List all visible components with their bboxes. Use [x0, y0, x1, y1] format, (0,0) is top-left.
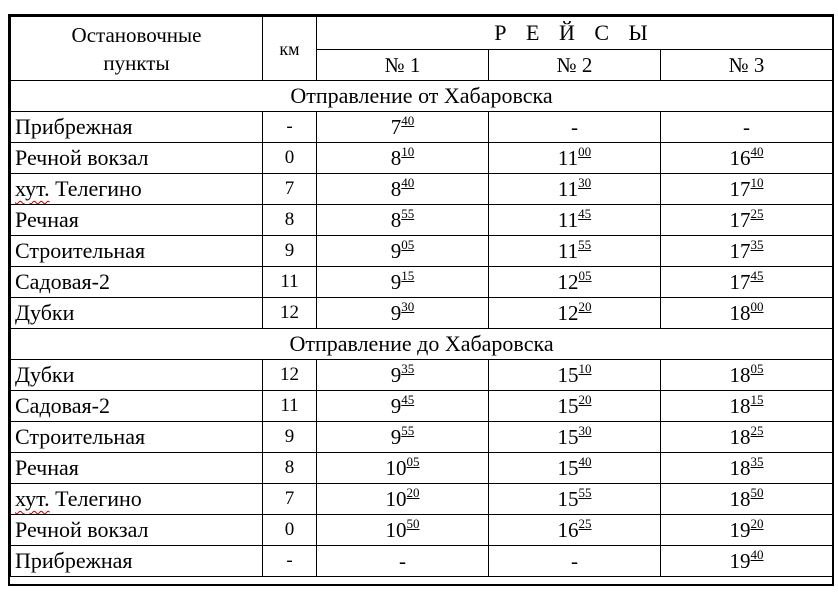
stop-name: [11, 360, 263, 391]
trip-2-time: [489, 422, 661, 453]
trip-3-time: [661, 143, 833, 174]
stop-label: Телегино: [49, 176, 142, 201]
time-hours: 18: [729, 363, 751, 387]
stop-label: Речная: [15, 207, 79, 232]
time-hours: -: [571, 549, 578, 573]
time-minutes: 40: [578, 454, 592, 469]
time-minutes: 20: [578, 392, 592, 407]
trip-2-time: [489, 143, 661, 174]
schedule-body: [11, 17, 833, 577]
time-hours: 17: [729, 270, 751, 294]
time-hours: 15: [557, 487, 579, 511]
km-value: 9: [263, 236, 317, 267]
table-row: [11, 267, 833, 298]
time-minutes: 55: [578, 485, 592, 500]
time-minutes: 35: [750, 454, 764, 469]
time-hours: 17: [729, 177, 751, 201]
table-row: [11, 546, 833, 577]
trip-2-time: [489, 236, 661, 267]
time-minutes: 15: [401, 268, 415, 283]
trip-2-time: [489, 515, 661, 546]
time-minutes: 30: [578, 423, 592, 438]
time-minutes: 05: [578, 268, 592, 283]
stop-label: Садовая-2: [15, 269, 110, 294]
time-minutes: 00: [578, 144, 592, 159]
trip-2-time: [489, 484, 661, 515]
time-minutes: 25: [750, 423, 764, 438]
km-value: 8: [263, 205, 317, 236]
time-hours: 15: [557, 394, 579, 418]
stop-name: [11, 515, 263, 546]
time-hours: 10: [385, 487, 407, 511]
time-hours: -: [399, 549, 406, 573]
time-hours: 10: [385, 518, 407, 542]
km-value: -: [263, 546, 317, 577]
stop-name: [11, 391, 263, 422]
time-minutes: 10: [750, 175, 764, 190]
trip-2-time: [489, 360, 661, 391]
table-row: [11, 143, 833, 174]
time-minutes: 35: [401, 361, 415, 376]
trip-3-time: [661, 453, 833, 484]
time-hours: 11: [557, 146, 579, 170]
stop-prefix: хут.: [15, 486, 50, 511]
trip-3-time: [661, 360, 833, 391]
stop-label: Дубки: [15, 362, 75, 387]
time-hours: -: [571, 115, 578, 139]
km-value: 7: [263, 484, 317, 515]
trip-2-time: [489, 453, 661, 484]
section-row: [11, 329, 833, 360]
trip-1-time: [317, 112, 489, 143]
km-value: 12: [263, 360, 317, 391]
trip-3-time: [661, 298, 833, 329]
table-row: [11, 422, 833, 453]
trip-1-time: [317, 484, 489, 515]
time-minutes: 35: [750, 237, 764, 252]
schedule-table: [10, 16, 833, 577]
table-row: [11, 453, 833, 484]
time-minutes: 40: [401, 175, 415, 190]
trip-3-time: [661, 174, 833, 205]
km-value: -: [263, 112, 317, 143]
trip-3-time: [661, 236, 833, 267]
km-value: 9: [263, 422, 317, 453]
trip-1-time: [317, 360, 489, 391]
stop-label: Речная: [15, 455, 79, 480]
stop-name: [11, 174, 263, 205]
trip-3-time: [661, 205, 833, 236]
time-hours: 16: [557, 518, 579, 542]
trip-1-time: [317, 174, 489, 205]
trip-3-header: № 3: [661, 50, 833, 81]
stops-header-line1: Остановочные: [71, 22, 202, 47]
table-row: [11, 515, 833, 546]
time-minutes: 30: [578, 175, 592, 190]
trip-3-time: [661, 515, 833, 546]
time-hours: 9: [390, 363, 402, 387]
stop-name: [11, 236, 263, 267]
time-hours: -: [743, 115, 751, 139]
trip-3-time: [661, 484, 833, 515]
trip-1-time: [317, 515, 489, 546]
time-hours: 10: [385, 456, 407, 480]
stop-name: [11, 205, 263, 236]
trip-2-time: [489, 112, 661, 143]
time-hours: 7: [390, 115, 402, 139]
time-minutes: 20: [578, 299, 592, 314]
trip-3-time: [661, 422, 833, 453]
trips-header: Р Е Й С Ы: [317, 17, 833, 50]
km-value: 12: [263, 298, 317, 329]
stop-label: Строительная: [15, 424, 146, 449]
time-minutes: 05: [401, 237, 415, 252]
trip-1-time: [317, 298, 489, 329]
trip-3-time: [661, 391, 833, 422]
time-hours: 11: [557, 239, 579, 263]
trip-2-time: [489, 391, 661, 422]
section-title: Отправление от Хабаровска: [11, 81, 833, 112]
stop-label: Садовая-2: [15, 393, 110, 418]
time-minutes: 50: [750, 485, 764, 500]
trip-2-time: [489, 205, 661, 236]
time-minutes: 45: [401, 392, 415, 407]
trip-2-time: [489, 546, 661, 577]
time-hours: 15: [557, 456, 579, 480]
trip-2-time: [489, 174, 661, 205]
trip-3-time: [661, 267, 833, 298]
time-hours: 18: [729, 487, 751, 511]
time-minutes: 25: [578, 516, 592, 531]
km-header: км: [263, 17, 317, 81]
time-hours: 9: [390, 239, 402, 263]
time-minutes: 20: [406, 485, 420, 500]
table-row: [11, 484, 833, 515]
trip-1-time: [317, 205, 489, 236]
time-hours: 8: [390, 146, 402, 170]
table-row: [11, 112, 833, 143]
time-minutes: 55: [578, 237, 592, 252]
time-minutes: 10: [578, 361, 592, 376]
table-row: [11, 236, 833, 267]
time-hours: 18: [729, 456, 751, 480]
km-value: 8: [263, 453, 317, 484]
time-hours: 9: [390, 270, 402, 294]
km-value: 0: [263, 143, 317, 174]
time-hours: 15: [557, 363, 579, 387]
table-row: [11, 391, 833, 422]
stops-header-line2: пункты: [103, 50, 170, 75]
time-minutes: 25: [750, 206, 764, 221]
time-minutes: 55: [401, 206, 415, 221]
time-minutes: 30: [401, 299, 415, 314]
time-hours: 11: [557, 208, 579, 232]
time-hours: 19: [729, 549, 751, 573]
time-hours: 12: [557, 270, 579, 294]
trip-1-time: [317, 546, 489, 577]
trip-1-time: [317, 422, 489, 453]
stop-label: Прибрежная: [15, 114, 133, 139]
time-hours: 19: [729, 518, 751, 542]
time-minutes: 50: [406, 516, 420, 531]
time-hours: 18: [729, 394, 751, 418]
stop-prefix: хут.: [15, 176, 50, 201]
time-hours: 12: [557, 301, 579, 325]
time-minutes: 55: [401, 423, 415, 438]
time-hours: 9: [390, 394, 402, 418]
trip-1-time: [317, 391, 489, 422]
stop-name: [11, 453, 263, 484]
time-hours: 11: [557, 177, 579, 201]
time-hours: 9: [390, 425, 402, 449]
time-hours: 8: [390, 177, 402, 201]
time-minutes: 40: [750, 547, 764, 562]
time-minutes: 05: [406, 454, 420, 469]
km-value: 11: [263, 391, 317, 422]
stop-label: Дубки: [15, 300, 75, 325]
time-minutes: 45: [578, 206, 592, 221]
time-hours: 15: [557, 425, 579, 449]
trip-2-time: [489, 267, 661, 298]
time-minutes: 20: [750, 516, 764, 531]
stop-name: [11, 112, 263, 143]
section-row: [11, 81, 833, 112]
time-minutes: 40: [750, 144, 764, 159]
stop-label: Речной вокзал: [15, 517, 149, 542]
time-minutes: 00: [750, 299, 764, 314]
stop-label: Телегино: [49, 486, 142, 511]
time-hours: 17: [729, 208, 751, 232]
stop-name: [11, 484, 263, 515]
time-hours: 18: [729, 425, 751, 449]
time-hours: 17: [729, 239, 751, 263]
stops-header: [11, 17, 263, 81]
time-hours: 16: [729, 146, 751, 170]
stop-label: Строительная: [15, 238, 146, 263]
time-hours: 9: [390, 301, 402, 325]
table-row: [11, 205, 833, 236]
stop-name: [11, 422, 263, 453]
trip-3-time: [661, 546, 833, 577]
trip-1-header: № 1: [317, 50, 489, 81]
trip-2-time: [489, 298, 661, 329]
time-hours: 18: [729, 301, 751, 325]
time-minutes: 40: [401, 113, 415, 128]
stop-name: [11, 546, 263, 577]
km-value: 11: [263, 267, 317, 298]
trip-2-header: № 2: [489, 50, 661, 81]
trip-1-time: [317, 267, 489, 298]
table-row: [11, 360, 833, 391]
trip-1-time: [317, 236, 489, 267]
time-minutes: 05: [750, 361, 764, 376]
trip-1-time: [317, 143, 489, 174]
stop-name: [11, 267, 263, 298]
header-row: [11, 17, 833, 50]
table-row: [11, 298, 833, 329]
stop-name: [11, 143, 263, 174]
time-minutes: 45: [750, 268, 764, 283]
km-value: 0: [263, 515, 317, 546]
km-value: 7: [263, 174, 317, 205]
trip-1-time: [317, 453, 489, 484]
stop-label: Прибрежная: [15, 548, 133, 573]
section-title: Отправление до Хабаровска: [11, 329, 833, 360]
time-hours: 8: [390, 208, 402, 232]
stop-label: Речной вокзал: [15, 145, 149, 170]
trip-3-time: [661, 112, 833, 143]
time-minutes: 10: [401, 144, 415, 159]
stop-name: [11, 298, 263, 329]
time-minutes: 15: [750, 392, 764, 407]
table-row: [11, 174, 833, 205]
